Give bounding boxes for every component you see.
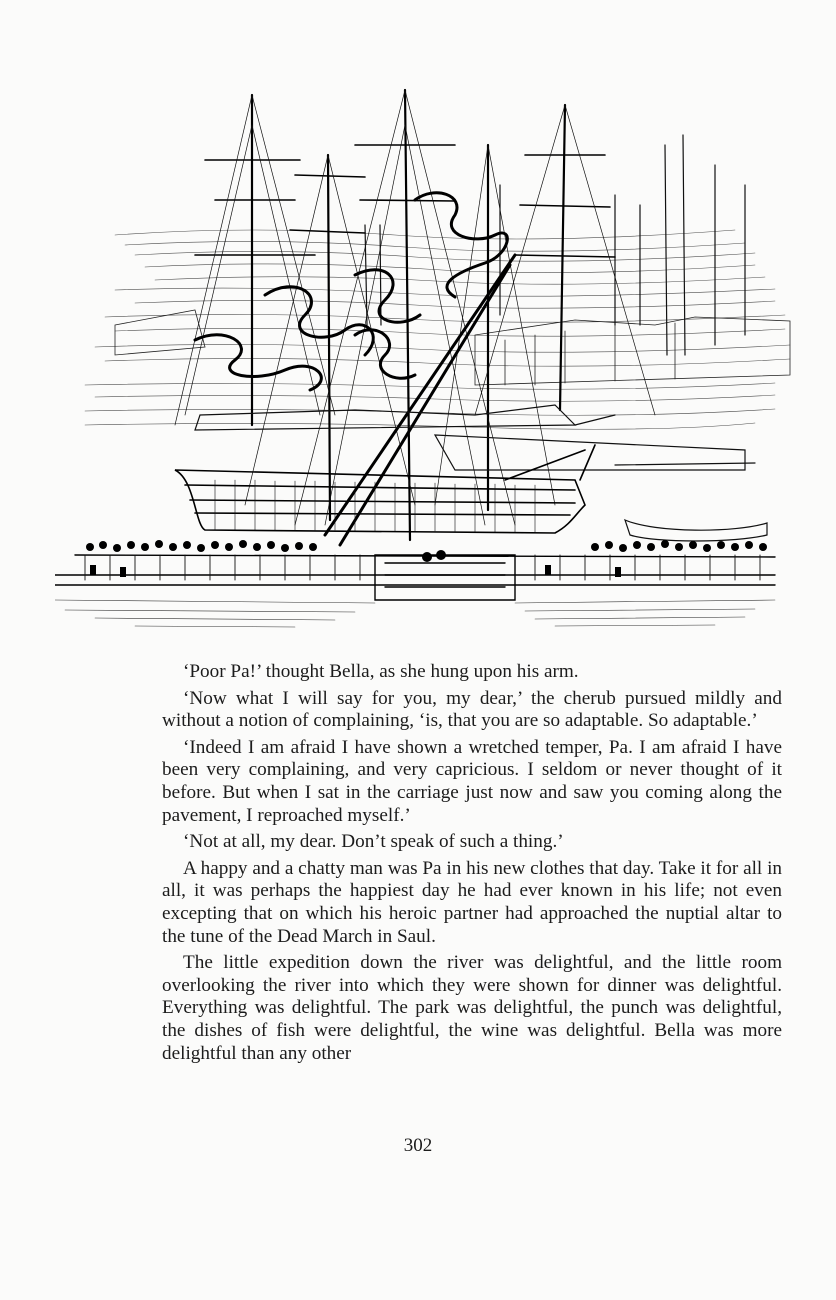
- paragraph: ‘Not at all, my dear. Don’t speak of such a thing.’: [183, 831, 564, 853]
- paragraph: ‘Now what I will say for you, my dear,’ the cherub pursued mildly and without a notion of complaining, ‘is, that you are so adaptable. So adaptable.’: [162, 687, 782, 732]
- paragraph: ‘Indeed I am afraid I have shown a wretched temper, Pa. I am afraid I have been very complaining, and very capricious. I seldom or never thought of it before. But when I sat in the carriage just now and saw you coming along the pavement, I reproached myself.’: [162, 736, 782, 826]
- harbour-ships-illustration: [55, 85, 795, 630]
- paragraph: ‘Poor Pa!’ thought Bella, as she hung upon his arm.: [183, 661, 579, 682]
- paragraph: The little expedition down the river was delightful, and the little room overlooking the river into which they were shown for dinner was delightful. Everything was delightful. The park was delightful, the punch was delightful, the dishes of fish were delightful, the wine was delightful. Bella was more delightful than any other: [162, 952, 782, 1064]
- body-text: [162, 661, 782, 1069]
- paragraph: A happy and a chatty man was Pa in his new clothes that day. Take it for all in all, it was perhaps the happiest day he had ever known in his life; not even excepting that on which his heroic partner had approached the nuptial altar to the tune of the Dead March in Saul.: [162, 857, 782, 947]
- page-number: 302: [403, 1135, 433, 1156]
